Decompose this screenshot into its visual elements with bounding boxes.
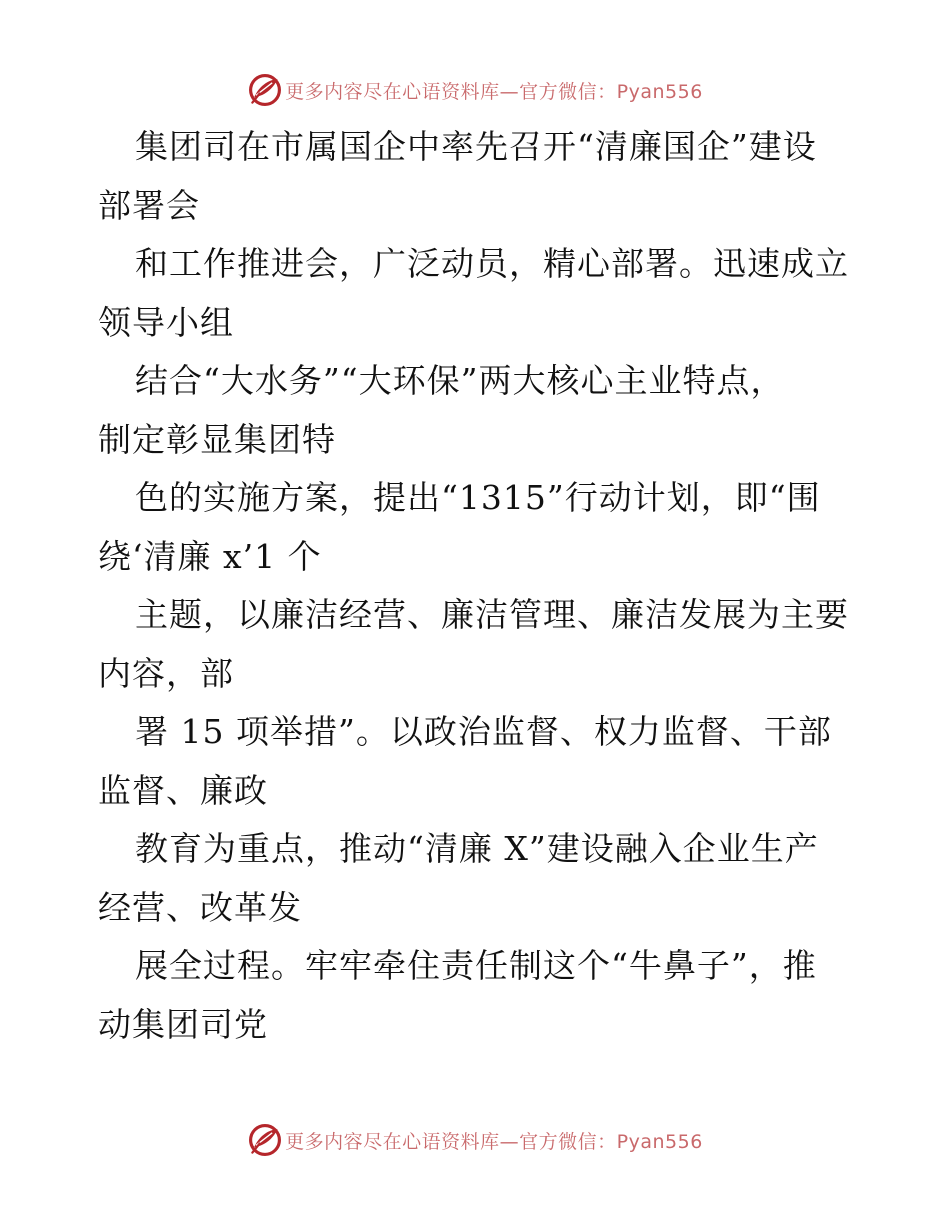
footer-banner-text: 更多内容尽在心语资料库—官方微信：Pyan556 (285, 1130, 703, 1153)
footer-banner (0, 1120, 950, 1160)
header-banner-text: 更多内容尽在心语资料库—官方微信：Pyan556 (285, 80, 703, 103)
paragraph-line: 署 15 项举措”。以政治监督、权力监督、干部 (135, 712, 832, 751)
paragraph-line: 和工作推进会，广泛动员，精心部署。迅速成立 (135, 244, 849, 283)
paragraph-line: 教育为重点，推动“清廉 X”建设融入企业生产 (135, 829, 819, 868)
paragraph-line: 内容，部 (98, 653, 234, 693)
paragraph-line: 经营、改革发 (98, 887, 302, 927)
paragraph-line: 部署会 (98, 185, 200, 225)
header-banner (0, 70, 950, 110)
paragraph-line: 监督、廉政 (98, 770, 268, 810)
red-leaf-quill-logo-icon (247, 72, 283, 108)
paragraph-line: 领导小组 (98, 302, 234, 342)
paragraph-line: 动集团司党 (98, 1004, 268, 1044)
document-body (98, 118, 858, 1054)
paragraph-line: 结合“大水务”“大环保”两大核心主业特点， (135, 361, 785, 400)
paragraph-line: 制定彰显集团特 (98, 419, 336, 459)
paragraph-line: 主题，以廉洁经营、廉洁管理、廉洁发展为主要 (135, 595, 849, 634)
paragraph-line: 集团司在市属国企中率先召开“清廉国企”建设 (135, 127, 817, 166)
paragraph-line: 绕‘清廉 x’1 个 (98, 536, 322, 576)
red-leaf-quill-logo-icon (247, 1122, 283, 1158)
paragraph-line: 色的实施方案，提出“1315”行动计划，即“围 (135, 478, 821, 517)
paragraph-line: 展全过程。牢牢牵住责任制这个“牛鼻子”，推 (135, 946, 817, 985)
